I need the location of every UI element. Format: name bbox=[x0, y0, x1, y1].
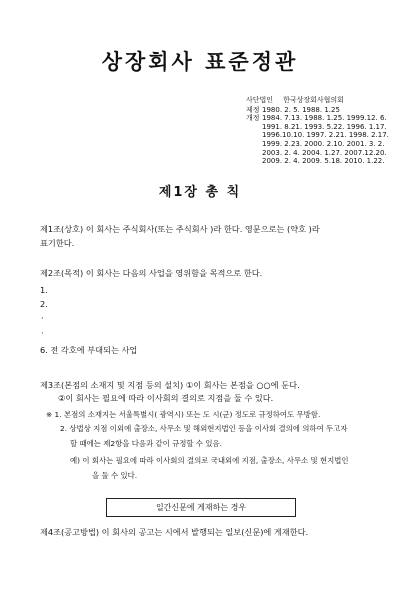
history-row-dates: 1980. 2. 5. 1988. 1.25 bbox=[262, 105, 340, 114]
article1-line2: 표기한다. bbox=[40, 238, 75, 248]
history-row-dates: 1984. 7.13. 1988. 1.25. 1999.12. 6. bbox=[262, 114, 387, 123]
history-row-label: 개정 bbox=[246, 114, 260, 123]
history-row-label bbox=[246, 140, 262, 149]
article3-clause2: ②이 회사는 필요에 따라 이사회의 결의로 지점을 둘 수 있다. bbox=[58, 393, 274, 403]
history-row-dates: 1996.10.10. 1997. 2.21. 1998. 2.17. bbox=[262, 131, 389, 140]
case-box: 일간신문에 게재하는 경우 bbox=[106, 498, 296, 517]
article2-item: · bbox=[41, 313, 44, 323]
history-row-label bbox=[246, 157, 262, 166]
history-row bbox=[246, 106, 389, 115]
history-row bbox=[246, 149, 389, 158]
article1-line1: 제1조(상호) 이 회사는 주식회사(또는 주식회사 )라 한다. 영문으로는 (약호 )라 bbox=[40, 224, 320, 234]
article4: 제4조(공고방법) 이 회사의 공고는 시에서 발행되는 일보(신문)에 게재한다. bbox=[40, 527, 309, 537]
history-row-label bbox=[246, 123, 262, 132]
history-row-label: 제정 bbox=[246, 105, 260, 114]
history-row bbox=[246, 123, 389, 132]
history-org-line bbox=[246, 96, 389, 105]
history-org-label: 사단법인 bbox=[246, 96, 274, 104]
article2-item: 2. bbox=[40, 299, 48, 309]
history-row-dates: 1999. 2.23. 2000. 2.10. 2001. 3. 2. bbox=[262, 139, 385, 148]
article2-item: 6. 전 각호에 부대되는 사업 bbox=[40, 345, 138, 355]
history-org-name: 한국상장회사협의회 bbox=[283, 96, 344, 104]
article3-note: 예) 이 회사는 필요에 따라 이사회의 결의로 국내외에 지점, 출장소, 사무소 및 현지법인 bbox=[70, 456, 349, 465]
history-rows bbox=[246, 106, 389, 166]
article2-intro: 제2조(목적) 이 회사는 다음의 사업을 영위함을 목적으로 한다. bbox=[40, 268, 263, 278]
history-row bbox=[246, 140, 389, 149]
history-row-label bbox=[246, 149, 262, 158]
history-row bbox=[246, 114, 389, 123]
article3-note: ※ 1. 본점의 소재지는 서울특별시( 광역시) 또는 도 시(군) 정도로 규정하여도 무방함. bbox=[46, 410, 321, 419]
history-row bbox=[246, 157, 389, 166]
history-row-dates: 1991. 8.21. 1993. 5.22. 1996. 1.17. bbox=[262, 122, 387, 131]
article2-item: 1. bbox=[40, 285, 48, 295]
chapter-title: 제1장 총 칙 bbox=[158, 185, 242, 200]
article3-clause1: 제3조(본점의 소재지 및 지점 등의 설치) ①이 회사는 본점을 ○○에 둔다. bbox=[40, 380, 300, 390]
article3-note: 2. 상법상 지점 이외에 출장소, 사무소 및 해외현지법인 등을 이사회 결의에 의하여 두고자 bbox=[60, 424, 348, 433]
document-title: 상장회사 표준정관 bbox=[101, 50, 299, 74]
history-row-dates: 2003. 2. 4. 2004. 1.27. 2007.12.20. bbox=[262, 148, 387, 157]
history-row bbox=[246, 131, 389, 140]
history-row-dates: 2009. 2. 4. 2009. 5.18. 2010. 1.22. bbox=[262, 157, 385, 166]
article2-item: · bbox=[41, 328, 44, 338]
article3-note: 을 둘 수 있다. bbox=[92, 471, 138, 480]
article3-note: 할 때에는 제2항을 다음과 같이 규정할 수 있음. bbox=[70, 439, 223, 448]
revision-history bbox=[246, 96, 389, 166]
history-row-label bbox=[246, 131, 262, 140]
